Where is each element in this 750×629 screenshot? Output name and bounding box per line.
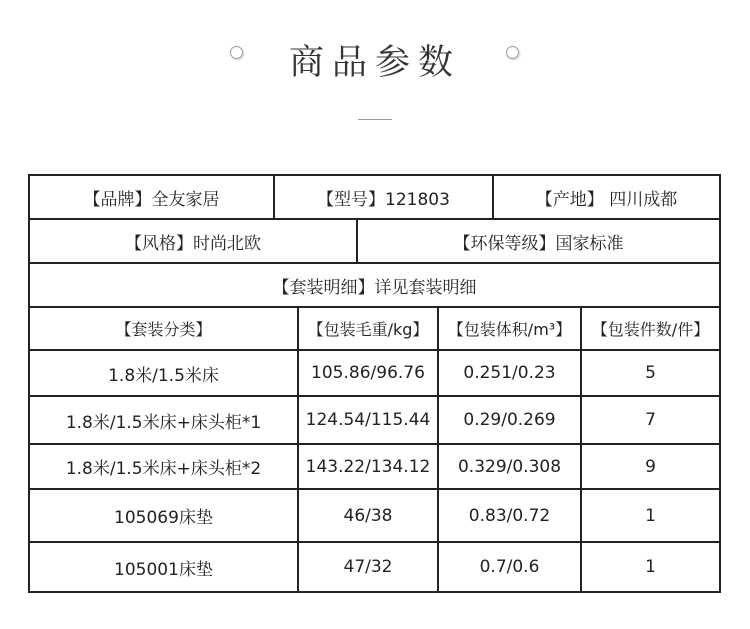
pieces-cell: 5: [645, 363, 656, 383]
title-underline: [358, 119, 392, 120]
volume-cell: 0.251/0.23: [439, 351, 582, 395]
weight-cell: 124.54/115.44: [299, 397, 439, 443]
info-row-style: [30, 220, 719, 264]
table-row: [30, 543, 719, 591]
info-row-set-detail: [30, 264, 719, 308]
table-row: [30, 490, 719, 543]
table-header-row: [30, 308, 719, 351]
header-cell-category: 【套装分类】: [30, 308, 299, 349]
pieces-cell: 1: [645, 505, 656, 526]
category-cell: 1.8米/1.5米床+床头柜*2: [30, 445, 299, 488]
volume-cell: 0.329/0.308: [439, 445, 582, 488]
weight-cell: 105.86/96.76: [299, 351, 439, 395]
set-detail-cell: 【套装明细】详见套装明细: [272, 277, 477, 298]
weight-cell: 143.22/134.12: [299, 445, 439, 488]
decorative-circle-icon: [506, 46, 519, 59]
origin-cell: 【产地】 四川成都: [535, 189, 678, 210]
product-spec-table: [28, 174, 721, 593]
volume-cell: 0.83/0.72: [439, 490, 582, 541]
header-cell-pieces: 【包装件数/件】: [591, 320, 710, 339]
category-cell: 105069床垫: [30, 490, 299, 541]
info-row-brand: [30, 176, 719, 220]
weight-cell: 46/38: [299, 490, 439, 541]
table-row: [30, 445, 719, 490]
style-cell: 【风格】时尚北欧: [30, 220, 358, 262]
category-cell: 1.8米/1.5米床+床头柜*1: [30, 397, 299, 443]
weight-cell: 47/32: [299, 543, 439, 591]
header-cell-weight: 【包装毛重/kg】: [299, 308, 439, 349]
header-cell-volume: 【包装体积/m³】: [439, 308, 582, 349]
volume-cell: 0.29/0.269: [439, 397, 582, 443]
category-cell: 1.8米/1.5米床: [30, 351, 299, 395]
brand-cell: 【品牌】全友家居: [30, 176, 275, 218]
page-title: 商品参数: [288, 43, 461, 83]
section-header: [0, 0, 750, 160]
category-cell: 105001床垫: [30, 543, 299, 591]
eco-level-cell: 【环保等级】国家标准: [453, 233, 624, 254]
table-row: [30, 351, 719, 397]
model-cell: 【型号】121803: [275, 176, 494, 218]
pieces-cell: 1: [645, 557, 656, 577]
table-row: [30, 397, 719, 445]
volume-cell: 0.7/0.6: [439, 543, 582, 591]
pieces-cell: 7: [645, 410, 656, 430]
pieces-cell: 9: [645, 456, 656, 477]
